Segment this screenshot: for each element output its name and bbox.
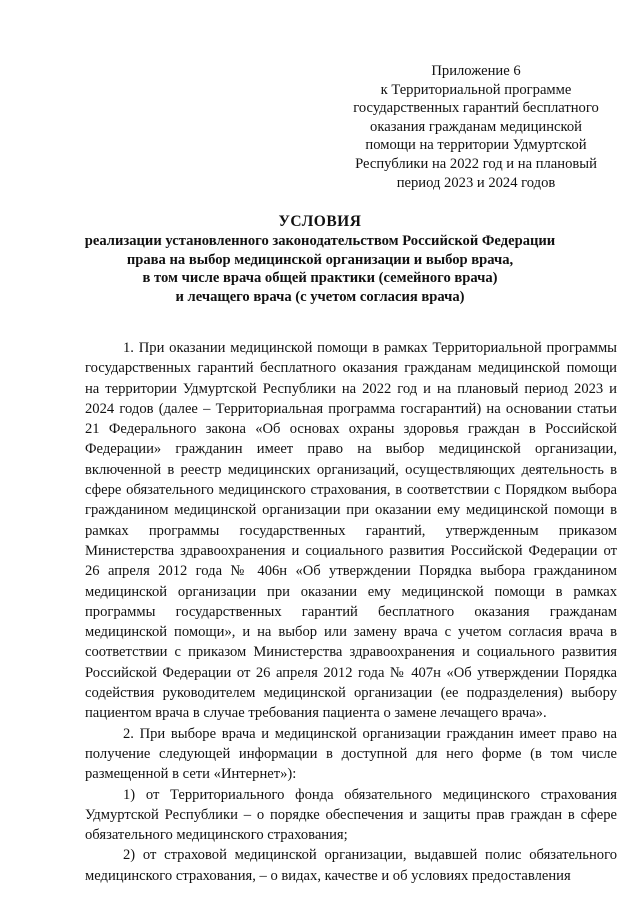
document-title	[70, 212, 570, 306]
annex-line: Приложение 6	[431, 63, 521, 79]
annex-line: оказания гражданам медицинской	[370, 118, 582, 135]
paragraph-1: 1. При оказании медицинской помощи в рамках Территориальной программы государственных гарантий бесплатного оказания гражданам медицинской помощи на территории Удмуртской Республики на 2022 год и на плановый период 2023 и 2024 годов (далее – Территориальная программа госгарантий) на основании статьи 21 Федерального закона «Об основах охраны здоровья граждан в Российской Федерации» гражданин имеет право на выбор медицинской организации, включенной в реестр медицинских организаций, осуществляющих деятельность в сфере обязательного медицинского страхования, в соответствии с Порядком выбора гражданином медицинской организации при оказании ему медицинской помощи в рамках программы государственных гарантий, утвержденным приказом Министерства здравоохранения и социального развития Российской Федерации от 26 апреля 2012 года № 406н «Об утверждении Порядка выбора гражданином медицинской организации при оказании ему медицинской помощи в рамках программы государственных гарантий бесплатного оказания гражданам медицинской помощи», и на выбор или замену врача с учетом согласия врача в соответствии с приказом Министерства здравоохранения и социального развития Российской Федерации от 26 апреля 2012 года № 407н «Об утверждении Порядка содействия руководителем медицинской организации (ее подразделения) выбору пациентом врача в случае требования пациента о замене лечащего врача».	[85, 340, 617, 722]
annex-line: государственных гарантий бесплатного	[353, 100, 599, 117]
paragraph-2: 2. При выборе врача и медицинской организации гражданин имеет право на получение следующей информации в доступной для него форме (в том числе размещенной в сети «Интернет»):	[85, 725, 617, 783]
paragraph-2-item-1: 1) от Территориального фонда обязательного медицинского страхования Удмуртской Республики – о порядке обеспечения и защиты прав граждан в сфере обязательного медицинского страхования;	[85, 786, 617, 844]
title-heading: УСЛОВИЯ	[278, 213, 362, 230]
title-line: права на выбор медицинской организации и выбор врача,	[126, 251, 514, 268]
annex-line: к Территориальной программе	[380, 81, 572, 98]
title-line: в том числе врача общей практики (семейного врача)	[142, 270, 498, 287]
title-line: и лечащего врача (с учетом согласия врача)	[175, 288, 465, 305]
paragraph-2-item-2: 2) от страховой медицинской организации, выдавшей полис обязательного медицинского страхования, – о видах, качестве и об условиях предоставления	[85, 847, 617, 884]
annex-line: период 2023 и 2024 годов	[396, 174, 556, 191]
annex-line: Республики на 2022 год и на плановый	[355, 155, 597, 172]
annex-line: помощи на территории Удмуртской	[365, 137, 587, 154]
document-body	[85, 338, 617, 886]
title-line: реализации установленного законодательством Российской Федерации	[84, 233, 556, 249]
annex-note	[340, 62, 612, 192]
